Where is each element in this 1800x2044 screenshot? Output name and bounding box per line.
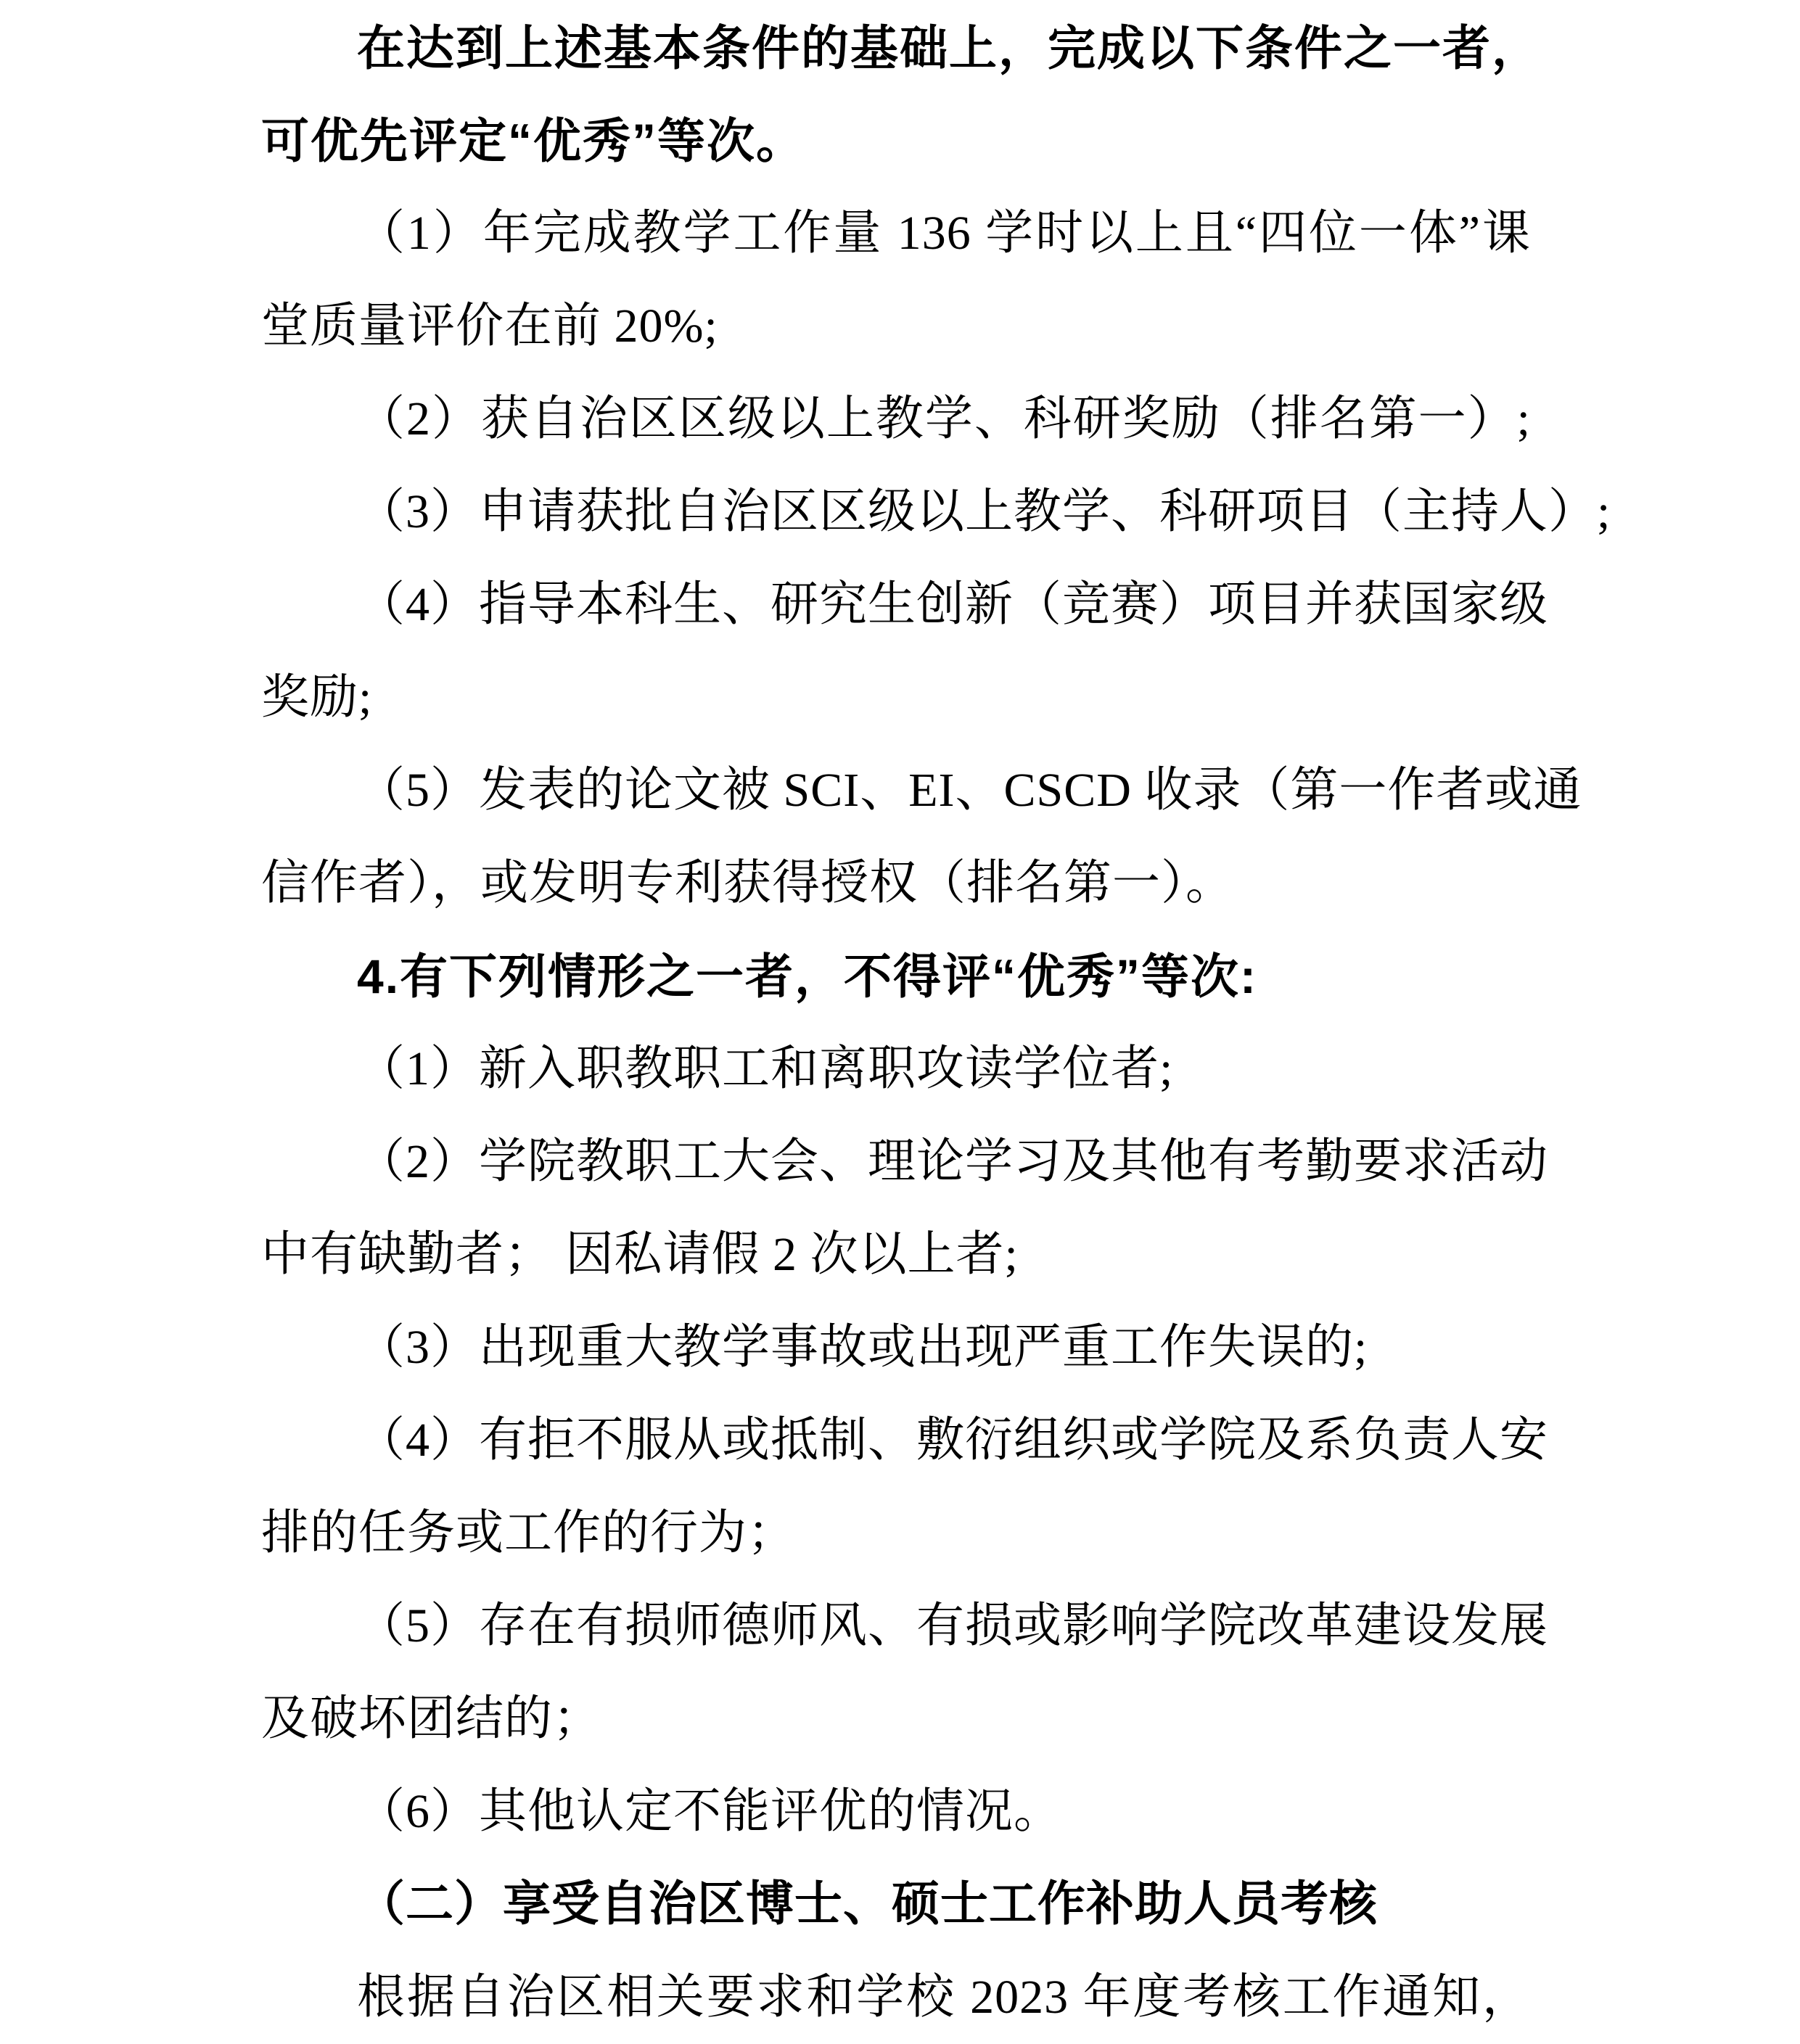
text-line: 奖励; [261, 671, 373, 724]
text-line: （1）新入职教职工和离职攻读学位者; [357, 1042, 1174, 1095]
text-line: （2）获自治区区级以上教学、科研奖励（排名第一）; [357, 392, 1531, 445]
text-line: （6）其他认定不能评优的情况。 [357, 1785, 1062, 1838]
text-line: （二）享受自治区博士、硕士工作补助人员考核 [357, 1878, 1378, 1931]
text-line: （5）发表的论文被 SCI、EI、CSCD 收录（第一作者或通 [357, 764, 1582, 817]
text-line: （1）年完成教学工作量 136 学时以上且“四位一体”课 [357, 207, 1531, 260]
text-line: 及破坏团结的； [261, 1692, 601, 1745]
text-line: 堂质量评价在前 20%; [261, 300, 718, 353]
text-line: 可优先评定“优秀”等次。 [261, 114, 805, 168]
text-line: （4）有拒不服从或抵制、敷衍组织或学院及系负责人安 [357, 1414, 1548, 1467]
text-line: （3）出现重大教学事故或出现严重工作失误的; [357, 1321, 1368, 1374]
text-line: 根据自治区相关要求和学校 2023 年度考核工作通知， [357, 1971, 1531, 2024]
text-line: 4.有下列情形之一者，不得评“优秀”等次: [357, 949, 1258, 1003]
text-line: 中有缺勤者； 因私请假 2 次以上者; [261, 1228, 1019, 1281]
text-line: （5）存在有损师德师风、有损或影响学院改革建设发展 [357, 1599, 1548, 1652]
text-line: 信作者），或发明专利获得授权（排名第一）。 [261, 857, 1234, 910]
text-line: （4）指导本科生、研究生创新（竞赛）项目并获国家级 [357, 578, 1548, 631]
document-body [261, 1, 1611, 2044]
text-line: 在达到上述基本条件的基础上，完成以下条件之一者， [357, 21, 1541, 75]
text-line: （3）申请获批自治区区级以上教学、科研项目（主持人）; [357, 485, 1611, 538]
text-line: 排的任务或工作的行为； [261, 1507, 796, 1559]
text-line: （2）学院教职工大会、理论学习及其他有考勤要求活动 [357, 1135, 1548, 1188]
